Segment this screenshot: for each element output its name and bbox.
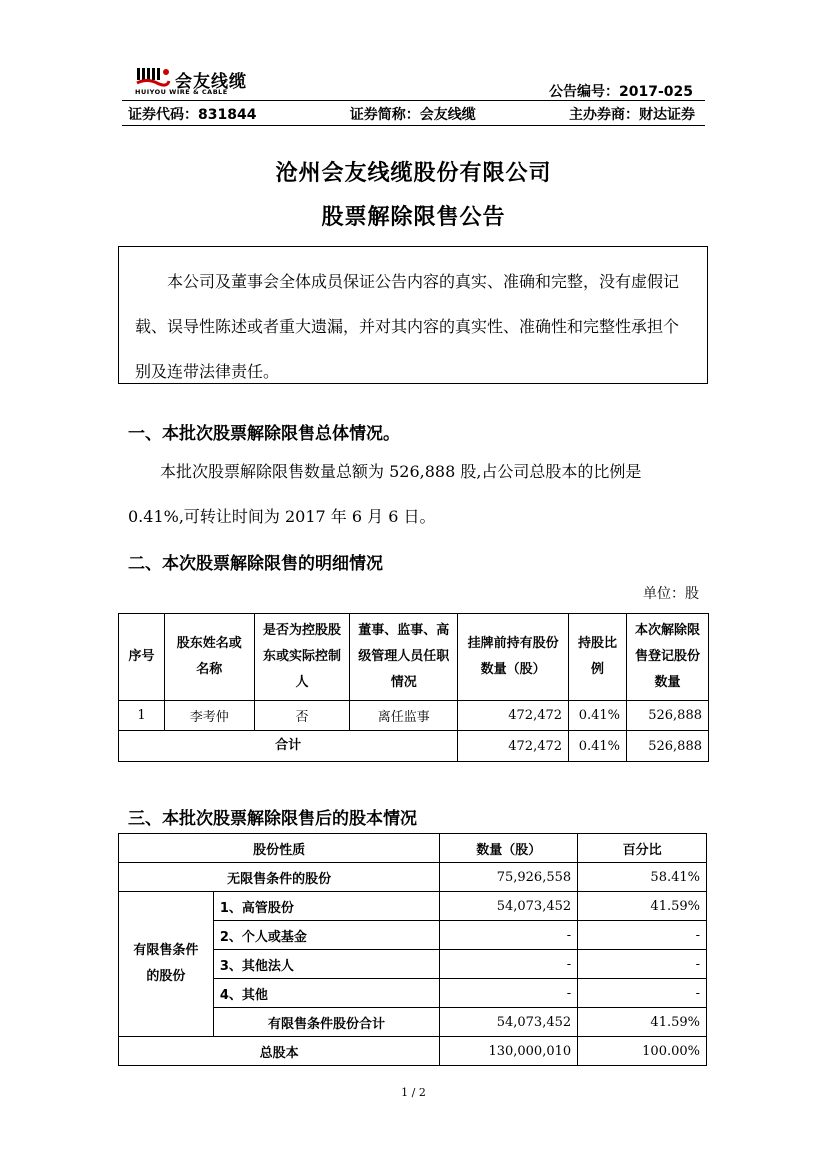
section1-heading: 一、本批次股票解除限售总体情况。 (128, 424, 400, 444)
company-title: 沧州会友线缆股份有限公司 (275, 161, 552, 186)
header-cell: 本次解除限售登记股份数量 (627, 614, 709, 701)
header-divider-bottom (122, 125, 705, 126)
total-shares: 472,472 (458, 731, 569, 762)
cell-index: 1 (119, 701, 165, 731)
share-capital-table (118, 833, 707, 1066)
table-row (119, 1037, 707, 1066)
cell-shareholder: 李考仲 (164, 701, 254, 731)
restricted-item-pct: - (578, 950, 707, 979)
restricted-item-label: 1、高管股份 (213, 892, 439, 921)
restricted-item-qty: 54,073,452 (440, 892, 578, 921)
total-ratio: 0.41% (569, 731, 627, 762)
unrestricted-qty: 75,926,558 (440, 863, 578, 892)
header-divider (122, 100, 705, 101)
header-cell: 股份性质 (119, 834, 440, 863)
header-info-row (128, 104, 695, 124)
grand-total-qty: 130,000,010 (440, 1037, 578, 1066)
release-detail-table (118, 613, 709, 762)
restricted-item-label: 2、个人或基金 (213, 921, 439, 950)
header-cell: 董事、监事、高级管理人员任职情况 (350, 614, 458, 701)
grand-total-label: 总股本 (119, 1037, 440, 1066)
stock-name: 证券简称：会友线缆 (349, 107, 476, 123)
section3-heading: 三、本批次股票解除限售后的股本情况 (128, 809, 417, 829)
restricted-total-qty: 54,073,452 (440, 1008, 578, 1037)
total-label: 合计 (119, 731, 458, 762)
table-header-row (119, 614, 709, 701)
logo-english-text: HUIYOU WIRE & CABLE (135, 88, 228, 96)
cell-release: 526,888 (627, 701, 709, 731)
restricted-total-pct: 41.59% (578, 1008, 707, 1037)
table-row (119, 863, 707, 892)
restricted-item-pct: 41.59% (578, 892, 707, 921)
header-cell: 数量（股） (440, 834, 578, 863)
unrestricted-pct: 58.41% (578, 863, 707, 892)
restricted-total-label: 有限售条件股份合计 (213, 1008, 439, 1037)
total-release: 526,888 (627, 731, 709, 762)
cell-ratio: 0.41% (569, 701, 627, 731)
header-cell: 股东姓名或名称 (164, 614, 254, 701)
grand-total-pct: 100.00% (578, 1037, 707, 1066)
table-total-row (119, 731, 709, 762)
restricted-item-qty: - (440, 950, 578, 979)
page-number: 1 / 2 (401, 1086, 426, 1099)
restricted-label: 有限售条件的股份 (119, 892, 214, 1037)
header-cell: 百分比 (578, 834, 707, 863)
section2-heading: 二、本次股票解除限售的明细情况 (128, 554, 383, 574)
restricted-item-qty: - (440, 921, 578, 950)
cell-position: 离任监事 (350, 701, 458, 731)
cell-shares: 472,472 (458, 701, 569, 731)
stock-code: 证券代码：831844 (128, 107, 257, 123)
header-cell: 挂牌前持有股份数量（股） (458, 614, 569, 701)
document-title: 股票解除限售公告 (321, 205, 506, 230)
table-header-row (119, 834, 707, 863)
header-cell: 序号 (119, 614, 165, 701)
logo-mark-icon (135, 66, 171, 88)
restricted-item-label: 3、其他法人 (213, 950, 439, 979)
unit-label: 单位：股 (643, 586, 699, 602)
cell-controller: 否 (254, 701, 350, 731)
logo-chinese-text: 会友线缆 (175, 72, 247, 92)
table-row (119, 701, 709, 731)
restricted-item-label: 4、其他 (213, 979, 439, 1008)
table-row (119, 892, 707, 921)
unrestricted-label: 无限售条件的股份 (119, 863, 440, 892)
restricted-item-pct: - (578, 979, 707, 1008)
header-cell: 是否为控股股东或实际控制人 (254, 614, 350, 701)
disclaimer-box: 本公司及董事会全体成员保证公告内容的真实、准确和完整，没有虚假记载、误导性陈述或者重大遗漏，并对其内容的真实性、准确性和完整性承担个别及连带法律责任。 (118, 246, 708, 384)
sponsor: 主办券商：财达证券 (568, 107, 695, 123)
company-logo (135, 66, 285, 96)
announcement-number: 公告编号：2017-025 (549, 84, 693, 100)
header-cell: 持股比例 (569, 614, 627, 701)
section1-text: 本批次股票解除限售数量总额为 526,888 股,占公司总股本的比例是 0.41%,可转让时间为 2017 年 6 月 6 日。 (128, 462, 642, 526)
restricted-item-pct: - (578, 921, 707, 950)
restricted-item-qty: - (440, 979, 578, 1008)
